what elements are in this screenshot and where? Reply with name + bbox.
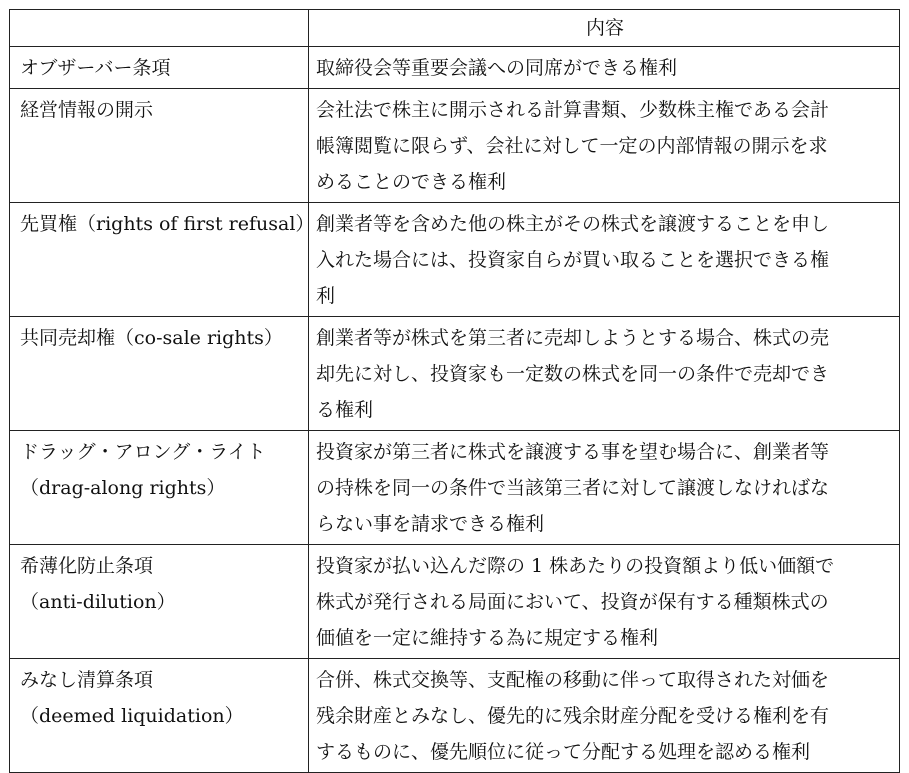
term-cell: [10, 89, 309, 203]
description-line: 入れた場合には、投資家自らが買い取ることを選択できる権: [316, 249, 830, 271]
description-line: 投資家が払い込んだ際の 1 株あたりの投資額より低い価額で: [316, 555, 835, 577]
description-line: 投資家が第三者に株式を譲渡する事を望む場合に、創業者等: [316, 441, 830, 463]
table-row: [10, 47, 900, 89]
term-cell: [10, 659, 309, 773]
term-line: （deemed liquidation）: [20, 705, 244, 727]
term-cell: [10, 317, 309, 431]
header-content-cell: 内容: [309, 10, 900, 47]
description-line: 取締役会等重要会議への同席ができる権利: [316, 57, 678, 79]
description-line: の持株を同一の条件で当該第三者に対して譲渡しなければな: [316, 477, 830, 499]
term-line: 経営情報の開示: [20, 99, 154, 121]
description-line: 株式が発行される局面において、投資が保有する種類株式の: [316, 591, 829, 613]
header-term-cell: [10, 10, 309, 47]
term-line: （drag-along rights）: [20, 477, 226, 499]
description-line: 却先に対し、投資家も一定数の株式を同一の条件で売却でき: [316, 363, 830, 385]
description-cell: [309, 659, 900, 773]
description-line: る権利: [316, 399, 374, 421]
description-line: 合併、株式交換等、支配権の移動に伴って取得された対価を: [316, 669, 830, 691]
table-row: [10, 89, 900, 203]
term-line: 希薄化防止条項: [20, 555, 154, 577]
description-line: らない事を請求できる権利: [316, 513, 545, 535]
description-line: めることのできる権利: [316, 171, 507, 193]
header-row: [10, 10, 900, 47]
rights-table: [9, 9, 900, 773]
description-cell: [309, 317, 900, 431]
description-line: 創業者等が株式を第三者に売却しようとする場合、株式の売: [316, 327, 830, 349]
description-line: 会社法で株主に開示される計算書類、少数株主権である会計: [316, 99, 830, 121]
term-line: みなし清算条項: [20, 669, 154, 691]
table-row: [10, 431, 900, 545]
term-line: 先買権（rights of first refusal）: [20, 213, 315, 235]
description-cell: [309, 203, 900, 317]
description-line: 価値を一定に維持する為に規定する権利: [316, 627, 659, 649]
table-row: [10, 203, 900, 317]
term-line: 共同売却権（co-sale rights）: [20, 327, 283, 349]
term-line: （anti-dilution）: [20, 591, 176, 613]
description-line: 残余財産とみなし、優先的に残余財産分配を受ける権利を有: [316, 705, 830, 727]
term-cell: [10, 47, 309, 89]
table-header: [10, 10, 900, 47]
description-line: 利: [316, 285, 336, 307]
table-row: [10, 317, 900, 431]
table-body: [10, 47, 900, 773]
description-line: 帳簿閲覧に限らず、会社に対して一定の内部情報の開示を求: [316, 135, 828, 157]
description-cell: [309, 89, 900, 203]
table-row: [10, 545, 900, 659]
description-line: 創業者等を含めた他の株主がその株式を譲渡することを申し: [316, 213, 830, 235]
description-cell: [309, 545, 900, 659]
description-line: するものに、優先順位に従って分配する処理を認める権利: [316, 741, 811, 763]
description-cell: [309, 431, 900, 545]
table-row: [10, 659, 900, 773]
description-cell: [309, 47, 900, 89]
term-line: オブザーバー条項: [20, 57, 171, 79]
term-cell: [10, 203, 315, 317]
term-cell: [10, 545, 309, 659]
term-cell: [10, 431, 309, 545]
term-line: ドラッグ・アロング・ライト: [20, 441, 266, 463]
